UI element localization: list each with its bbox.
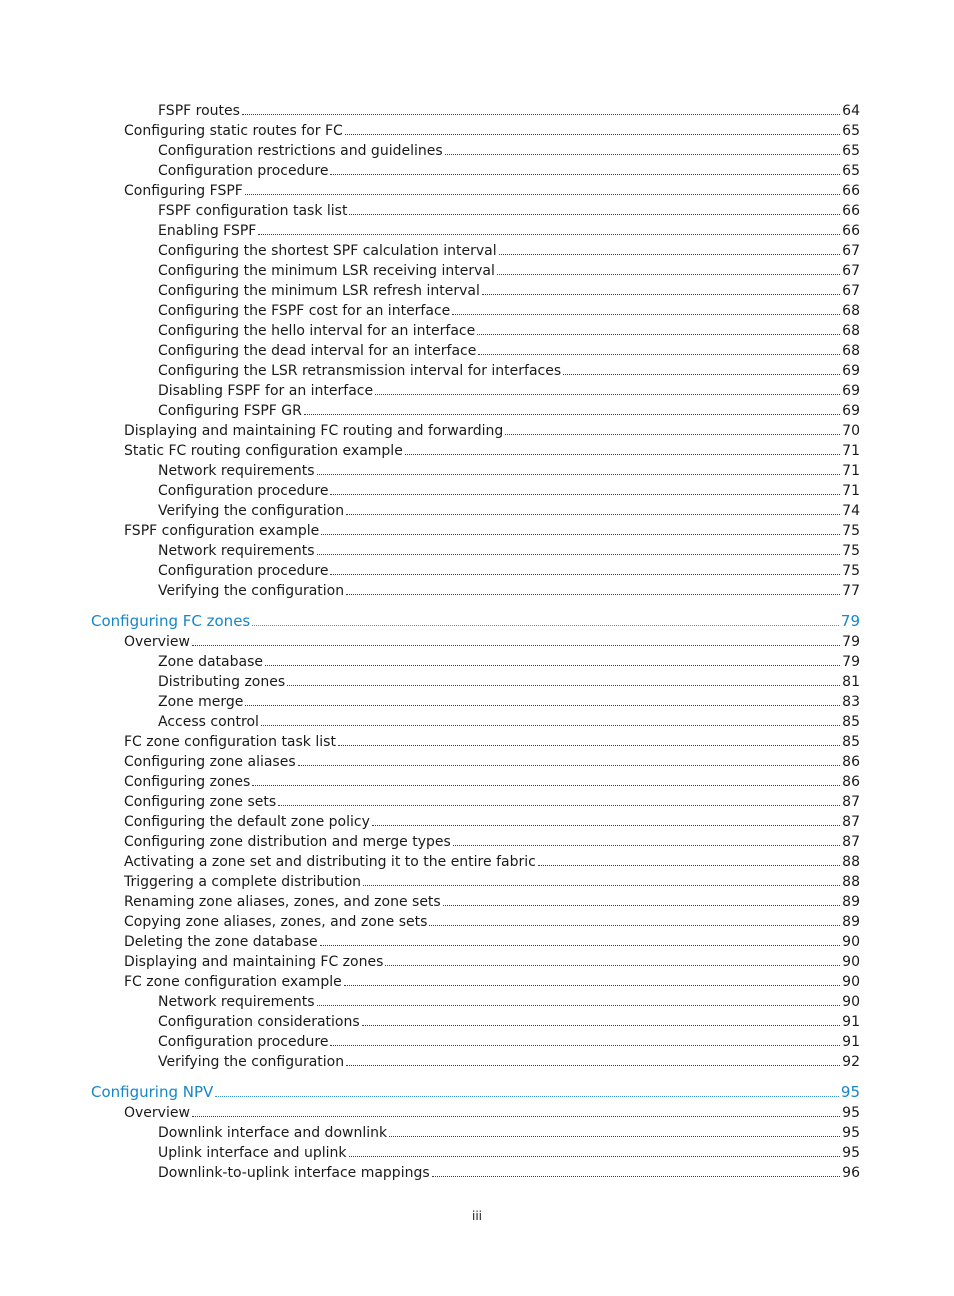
dot-leader — [192, 1116, 840, 1117]
toc-entry[interactable] — [0, 400, 954, 420]
dot-leader — [245, 194, 840, 195]
toc-entry-title: Copying zone aliases, zones, and zone sets — [124, 914, 428, 930]
dot-leader — [242, 114, 840, 115]
dot-leader — [363, 885, 840, 886]
dot-leader — [252, 625, 839, 626]
toc-entry-page: 95 — [840, 1083, 860, 1101]
dot-leader — [482, 294, 840, 295]
toc-entry-page: 75 — [842, 543, 860, 559]
toc-entry[interactable] — [0, 631, 954, 651]
toc-entry-title: Configuring zone aliases — [124, 754, 296, 770]
toc-entry-title: Configuring NPV — [91, 1083, 214, 1101]
dot-leader — [538, 865, 840, 866]
dot-leader — [499, 254, 841, 255]
toc-entry[interactable] — [0, 931, 954, 951]
toc-entry-title: Configuring FSPF — [124, 183, 243, 199]
dot-leader — [321, 534, 840, 535]
toc-entry-page: 95 — [842, 1125, 860, 1141]
toc-entry[interactable] — [0, 1122, 954, 1142]
toc-entry-page: 65 — [842, 163, 860, 179]
toc-entry-page: 81 — [842, 674, 860, 690]
toc-entry-title: Configuring zone sets — [124, 794, 277, 810]
dot-leader — [349, 1156, 841, 1157]
toc-entry-title: FSPF routes — [158, 103, 240, 119]
dot-leader — [452, 314, 840, 315]
toc-entry-page: 67 — [842, 263, 860, 279]
toc-entry-page: 65 — [842, 123, 860, 139]
dot-leader — [432, 1176, 841, 1177]
toc-entry-page: 90 — [842, 934, 860, 950]
dot-leader — [497, 274, 840, 275]
toc-entry[interactable] — [0, 320, 954, 340]
toc-entry[interactable] — [0, 140, 954, 160]
toc-entry-page: 79 — [842, 654, 860, 670]
toc-entry-page: 69 — [842, 403, 860, 419]
toc-entry-page: 75 — [842, 523, 860, 539]
toc-entry[interactable] — [0, 120, 954, 140]
dot-leader — [405, 454, 840, 455]
toc-entry-page: 70 — [842, 423, 860, 439]
toc-entry[interactable] — [0, 831, 954, 851]
dot-leader — [338, 745, 840, 746]
toc-entry-title: FC zone configuration task list — [124, 734, 336, 750]
toc-entry[interactable] — [0, 751, 954, 771]
toc-entry-title: Overview — [124, 634, 190, 650]
toc-entry-title: Configuring the shortest SPF calculation interval — [158, 243, 497, 259]
toc-entry-page: 68 — [842, 303, 860, 319]
toc-entry-title: Deleting the zone database — [124, 934, 318, 950]
toc-entry-title: FC zone configuration example — [124, 974, 342, 990]
dot-leader — [385, 965, 840, 966]
dot-leader — [261, 725, 840, 726]
toc-entry-page: 95 — [842, 1145, 860, 1161]
toc-entry-page: 65 — [842, 143, 860, 159]
toc-entry-page: 91 — [842, 1034, 860, 1050]
dot-leader — [317, 554, 841, 555]
page-number: iii — [471, 1209, 482, 1223]
dot-leader — [477, 334, 840, 335]
toc-entry[interactable] — [0, 951, 954, 971]
toc-entry[interactable] — [0, 731, 954, 751]
toc-entry-page: 88 — [842, 854, 860, 870]
toc-entry-title: Configuring zone distribution and merge types — [124, 834, 451, 850]
toc-entry[interactable] — [0, 340, 954, 360]
toc-entry-page: 96 — [842, 1165, 860, 1181]
toc-entry-title: Network requirements — [158, 463, 315, 479]
toc-entry[interactable] — [0, 671, 954, 691]
toc-entry-title: Downlink-to-uplink interface mappings — [158, 1165, 430, 1181]
toc-entry-title: Configuring the hello interval for an interface — [158, 323, 476, 339]
toc-entry-page: 66 — [842, 203, 860, 219]
dot-leader — [298, 765, 841, 766]
toc-entry-title: Displaying and maintaining FC routing and forwarding — [124, 423, 504, 439]
toc-entry-title: Displaying and maintaining FC zones — [124, 954, 384, 970]
toc-entry-title: Configuring the default zone policy — [124, 814, 370, 830]
toc-entry-page: 74 — [842, 503, 860, 519]
toc-entry-page: 92 — [842, 1054, 860, 1070]
dot-leader — [330, 574, 840, 575]
toc-entry-page: 91 — [842, 1014, 860, 1030]
dot-leader — [287, 685, 840, 686]
toc-entry[interactable] — [0, 1011, 954, 1031]
toc-entry-page: 71 — [842, 483, 860, 499]
toc-entry[interactable] — [0, 500, 954, 520]
dot-leader — [317, 1005, 841, 1006]
dot-leader — [346, 594, 840, 595]
toc-entry-title: Renaming zone aliases, zones, and zone sets — [124, 894, 441, 910]
toc-entry[interactable] — [0, 300, 954, 320]
toc-entry[interactable] — [0, 871, 954, 891]
toc-entry-page: 90 — [842, 974, 860, 990]
toc-entry-title: Network requirements — [158, 543, 315, 559]
toc-entry[interactable] — [0, 1162, 954, 1182]
toc-entry-page: 83 — [842, 694, 860, 710]
toc-entry[interactable] — [0, 1102, 954, 1122]
toc-entry-page: 79 — [840, 612, 860, 630]
dot-leader — [372, 825, 840, 826]
toc-entry-title: Configuration considerations — [158, 1014, 360, 1030]
dot-leader — [505, 434, 840, 435]
toc-entry-page: 89 — [842, 914, 860, 930]
dot-leader — [344, 985, 840, 986]
toc-entry-title: Static FC routing configuration example — [124, 443, 403, 459]
toc-entry[interactable] — [0, 540, 954, 560]
toc-entry-title: Configuring the minimum LSR refresh interval — [158, 283, 480, 299]
toc-entry-page: 87 — [842, 834, 860, 850]
dot-leader — [443, 905, 840, 906]
toc-entry[interactable] — [0, 811, 954, 831]
toc-entry-page: 88 — [842, 874, 860, 890]
toc-entry-title: Zone merge — [158, 694, 244, 710]
toc-entry[interactable] — [0, 791, 954, 811]
toc-entry-page: 68 — [842, 323, 860, 339]
toc-entry-title: Verifying the configuration — [158, 1054, 345, 1070]
toc-entry-title: Network requirements — [158, 994, 315, 1010]
toc-entry-title: Verifying the configuration — [158, 503, 345, 519]
toc-entry-page: 90 — [842, 994, 860, 1010]
dot-leader — [346, 514, 840, 515]
table-of-contents — [0, 100, 954, 1182]
toc-entry-title: Triggering a complete distribution — [124, 874, 362, 890]
dot-leader — [429, 925, 840, 926]
toc-entry[interactable] — [0, 260, 954, 280]
toc-entry-title: Configuration procedure — [158, 1034, 329, 1050]
toc-entry[interactable] — [0, 1031, 954, 1051]
toc-entry[interactable] — [0, 380, 954, 400]
dot-leader — [445, 154, 841, 155]
toc-entry[interactable] — [0, 240, 954, 260]
dot-leader — [265, 665, 840, 666]
toc-entry[interactable] — [0, 891, 954, 911]
toc-entry-page: 66 — [842, 223, 860, 239]
dot-leader — [192, 645, 840, 646]
dot-leader — [478, 354, 840, 355]
toc-entry-title: Configuring the FSPF cost for an interface — [158, 303, 451, 319]
toc-entry[interactable] — [0, 480, 954, 500]
toc-entry-title: Activating a zone set and distributing it to the entire fabric — [124, 854, 536, 870]
toc-entry-page: 87 — [842, 794, 860, 810]
toc-entry-page: 85 — [842, 714, 860, 730]
dot-leader — [304, 414, 840, 415]
toc-entry[interactable] — [0, 360, 954, 380]
toc-entry-title: Zone database — [158, 654, 263, 670]
dot-leader — [258, 234, 840, 235]
toc-entry-title: FSPF configuration example — [124, 523, 320, 539]
toc-entry-page: 67 — [842, 243, 860, 259]
toc-entry[interactable] — [0, 520, 954, 540]
dot-leader — [375, 394, 840, 395]
toc-entry-page: 69 — [842, 383, 860, 399]
toc-entry[interactable] — [0, 851, 954, 871]
dot-leader — [278, 805, 840, 806]
toc-entry-page: 86 — [842, 774, 860, 790]
toc-entry[interactable] — [0, 991, 954, 1011]
dot-leader — [330, 174, 840, 175]
toc-entry[interactable] — [0, 180, 954, 200]
toc-entry-title: Access control — [158, 714, 259, 730]
toc-entry-page: 89 — [842, 894, 860, 910]
toc-entry[interactable] — [0, 280, 954, 300]
toc-entry-title: Configuring FC zones — [91, 612, 251, 630]
dot-leader — [330, 1045, 840, 1046]
toc-entry[interactable] — [0, 440, 954, 460]
toc-entry[interactable] — [0, 560, 954, 580]
toc-entry-page: 95 — [842, 1105, 860, 1121]
toc-entry[interactable] — [0, 200, 954, 220]
toc-entry-title: FSPF configuration task list — [158, 203, 348, 219]
toc-entry[interactable] — [0, 711, 954, 731]
toc-entry-title: Configuring the dead interval for an interface — [158, 343, 477, 359]
dot-leader — [320, 945, 841, 946]
toc-entry[interactable] — [0, 651, 954, 671]
toc-entry[interactable] — [0, 691, 954, 711]
toc-entry[interactable] — [0, 971, 954, 991]
toc-entry-title: Configuring FSPF GR — [158, 403, 302, 419]
dot-leader — [215, 1096, 839, 1097]
toc-entry[interactable] — [0, 911, 954, 931]
dot-leader — [389, 1136, 840, 1137]
toc-entry-title: Distributing zones — [158, 674, 286, 690]
dot-leader — [349, 214, 840, 215]
toc-entry-title: Configuration restrictions and guidelines — [158, 143, 443, 159]
toc-entry-page: 77 — [842, 583, 860, 599]
dot-leader — [453, 845, 840, 846]
toc-entry-page: 79 — [842, 634, 860, 650]
toc-entry[interactable] — [0, 1051, 954, 1071]
dot-leader — [245, 705, 840, 706]
toc-entry-page: 68 — [842, 343, 860, 359]
toc-entry-title: Configuration procedure — [158, 563, 329, 579]
toc-entry-page: 71 — [842, 463, 860, 479]
toc-entry-title: Configuring static routes for FC — [124, 123, 343, 139]
dot-leader — [362, 1025, 841, 1026]
toc-entry-page: 90 — [842, 954, 860, 970]
dot-leader — [563, 374, 840, 375]
toc-entry-page: 75 — [842, 563, 860, 579]
dot-leader — [317, 474, 841, 475]
toc-entry[interactable] — [0, 1142, 954, 1162]
toc-entry-title: Overview — [124, 1105, 190, 1121]
dot-leader — [346, 1065, 840, 1066]
toc-entry-title: Disabling FSPF for an interface — [158, 383, 374, 399]
toc-entry[interactable] — [0, 771, 954, 791]
toc-entry-page: 87 — [842, 814, 860, 830]
toc-entry-title: Configuring the minimum LSR receiving interval — [158, 263, 495, 279]
toc-entry-page: 71 — [842, 443, 860, 459]
toc-entry-title: Uplink interface and uplink — [158, 1145, 347, 1161]
toc-entry[interactable] — [0, 100, 954, 120]
toc-entry-page: 64 — [842, 103, 860, 119]
dot-leader — [345, 134, 840, 135]
toc-entry-page: 66 — [842, 183, 860, 199]
toc-entry-title: Configuring zones — [124, 774, 251, 790]
toc-entry[interactable] — [0, 420, 954, 440]
toc-entry-title: Configuring the LSR retransmission interval for interfaces — [158, 363, 562, 379]
toc-entry-page: 67 — [842, 283, 860, 299]
toc-entry[interactable] — [0, 460, 954, 480]
dot-leader — [252, 785, 840, 786]
toc-entry-page: 85 — [842, 734, 860, 750]
toc-entry[interactable] — [0, 160, 954, 180]
toc-entry[interactable] — [0, 220, 954, 240]
toc-entry-page: 86 — [842, 754, 860, 770]
toc-chapter-entry[interactable] — [0, 600, 954, 631]
toc-entry-title: Enabling FSPF — [158, 223, 257, 239]
toc-entry-title: Configuration procedure — [158, 483, 329, 499]
toc-entry-page: 69 — [842, 363, 860, 379]
toc-entry-title: Configuration procedure — [158, 163, 329, 179]
toc-chapter-entry[interactable] — [0, 1071, 954, 1102]
toc-entry[interactable] — [0, 580, 954, 600]
dot-leader — [330, 494, 840, 495]
toc-entry-title: Verifying the configuration — [158, 583, 345, 599]
toc-entry-title: Downlink interface and downlink — [158, 1125, 388, 1141]
